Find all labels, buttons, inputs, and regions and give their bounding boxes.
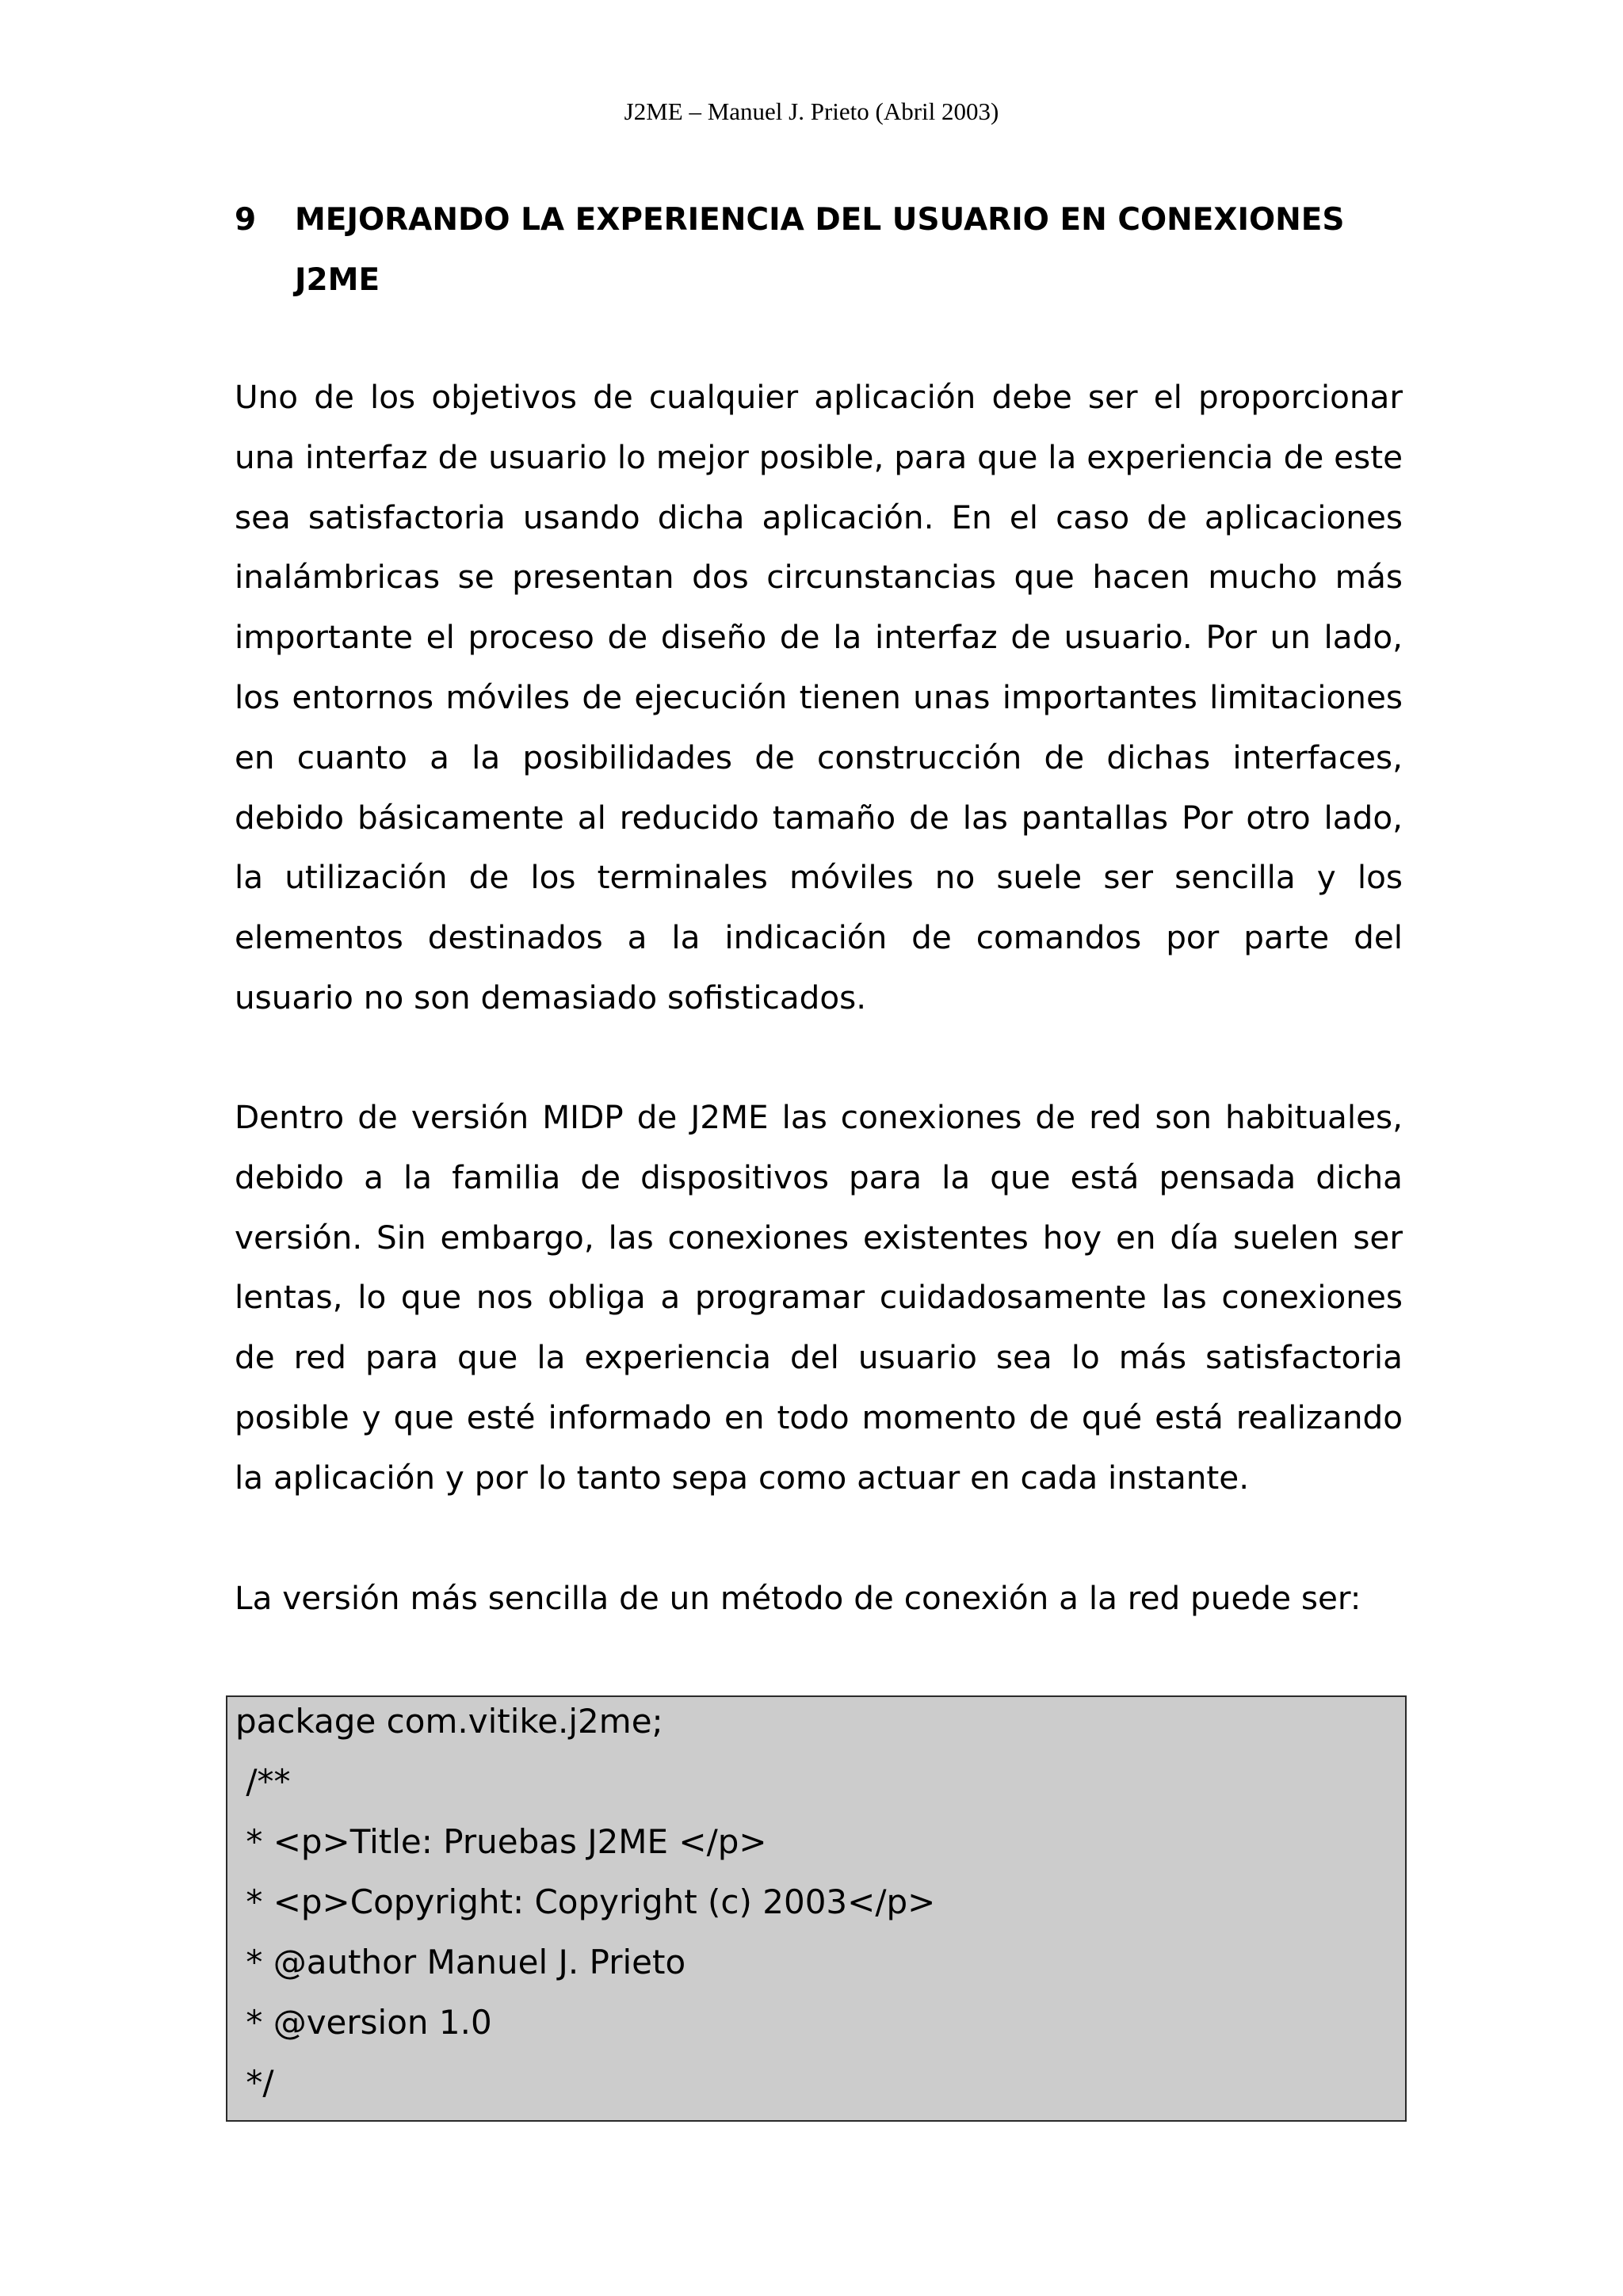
running-header: J2ME – Manuel J. Prieto (Abril 2003) <box>624 97 999 125</box>
code-line: * <p>Title: Pruebas J2ME </p> <box>235 1822 767 1861</box>
code-line: */ <box>235 2063 274 2102</box>
body-paragraph: Dentro de versión MIDP de J2ME las conexiones de red son habituales, debido a la familia de dispositivos para la que está pensada dicha versión. Sin embargo, las conexiones existentes hoy en día suelen ser lentas, lo que nos obliga a programar cuidadosamente las conexiones de red para que la experiencia del usuario sea lo más satisfactoria posible y que esté informado en todo momento de qué está realizando la aplicación y por lo tanto sepa como actuar en cada instante. <box>235 1098 1403 1497</box>
section-heading <box>235 190 1407 311</box>
code-line: package com.vitike.j2me; <box>235 1702 663 1741</box>
body-paragraph: La versión más sencilla de un método de conexión a la red puede ser: <box>235 1579 1361 1617</box>
section-number: 9 <box>235 202 257 238</box>
body-paragraph: Uno de los objetivos de cualquier aplicación debe ser el proporcionar una interfaz de usuario lo mejor posible, para que la experiencia de este sea satisfactoria usando dicha aplicación. En el caso de aplicaciones inalámbricas se presentan dos circunstancias que hacen mucho más importante el proceso de diseño de la interfaz de usuario. Por un lado, los entornos móviles de ejecución tienen unas importantes limitaciones en cuanto a la posibilidades de construcción de dichas interfaces, debido básicamente al reducido tamaño de las pantallas Por otro lado, la utilización de los terminales móviles no suele ser sencilla y los elementos destinados a la indicación de comandos por parte del usuario no son demasiado sofisticados. <box>235 378 1403 1016</box>
code-line: * <p>Copyright: Copyright (c) 2003</p> <box>235 1882 936 1921</box>
code-line: * @version 1.0 <box>235 2003 492 2042</box>
section-title: MEJORANDO LA EXPERIENCIA DEL USUARIO EN CONEXIONES J2ME <box>295 202 1345 298</box>
code-line: /** <box>235 1762 291 1801</box>
code-listing <box>226 1695 1407 2122</box>
code-line: * @author Manuel J. Prieto <box>235 1943 686 1981</box>
